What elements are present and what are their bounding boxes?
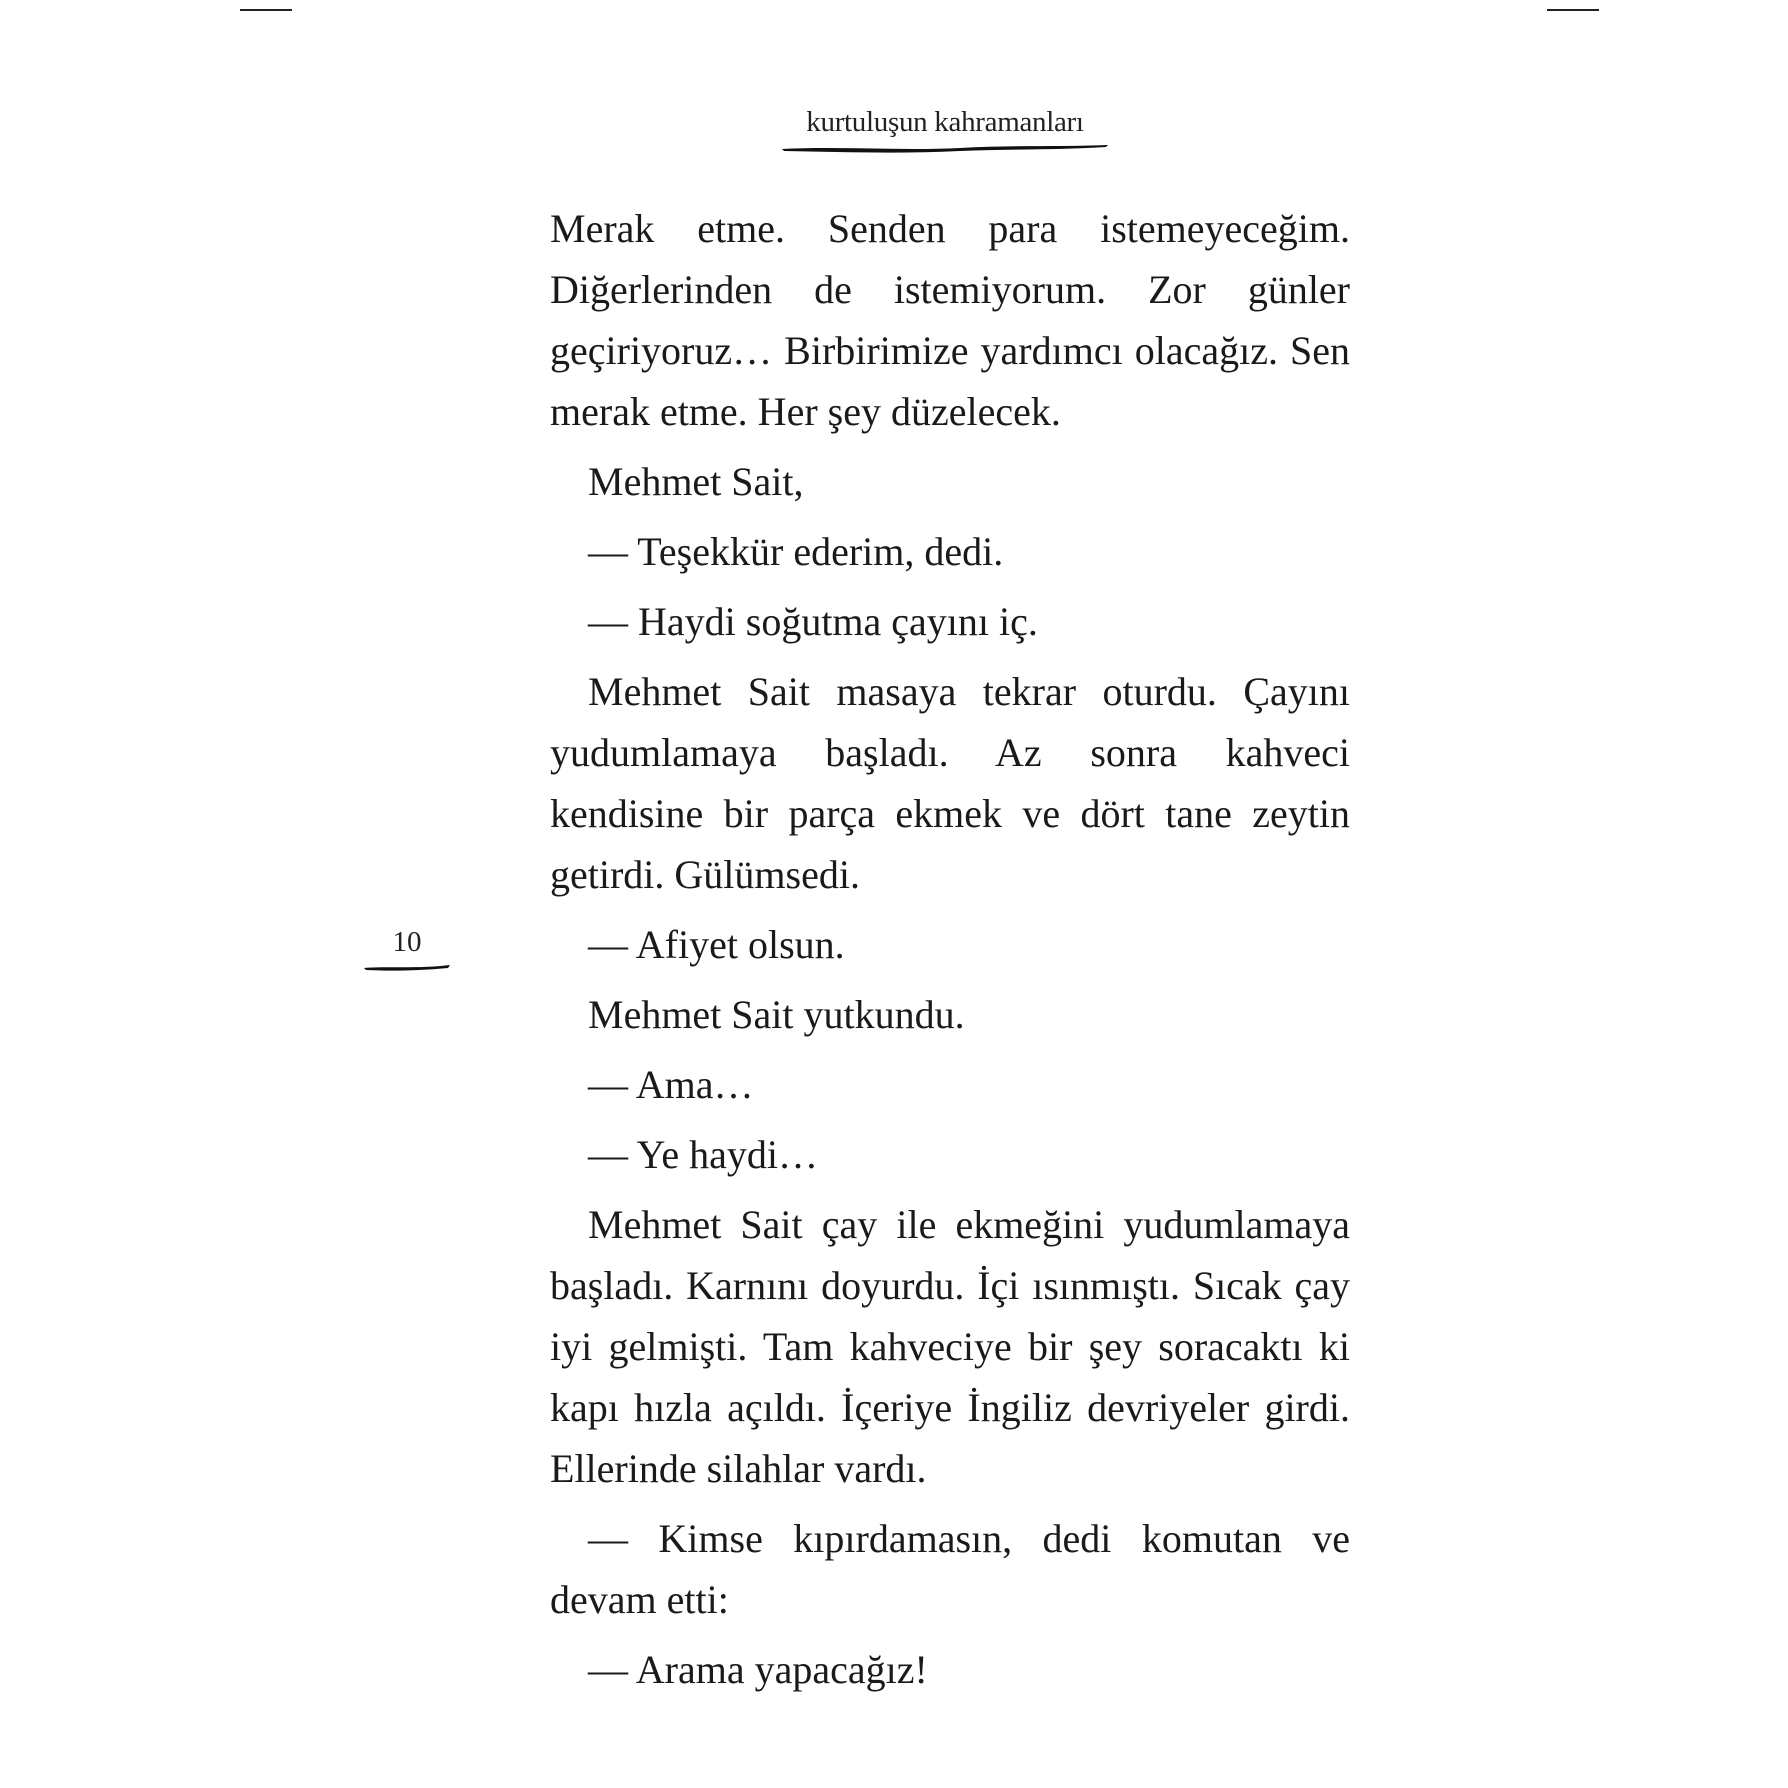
page-number-text: 10 xyxy=(392,926,422,958)
dialogue-line: — Kimse kıpırdamasın, dedi komutan ve devam etti: xyxy=(550,1516,1350,1622)
paragraph: Merak etme. Senden para istemeyeceğim. Diğerlerinden de istemiyorum. Zor günler geçiriyoruz… Birbirimize yardımcı olacağız. Sen merak etme. Her şey düzelecek. xyxy=(550,206,1350,434)
paragraph: Mehmet Sait, xyxy=(588,459,804,504)
dialogue-line: — Arama yapacağız! xyxy=(588,1647,928,1692)
dialogue-line: — Haydi soğutma çayını iç. xyxy=(588,599,1038,644)
paragraph: Mehmet Sait çay ile ekmeğini yudumlamaya başladı. Karnını doyurdu. İçi ısınmıştı. Sıcak çay iyi gelmişti. Tam kahveciye bir şey soracaktı ki kapı hızla açıldı. İçeriye İngiliz devriyeler girdi. Ellerinde silahlar vardı. xyxy=(550,1202,1350,1491)
crop-mark-right xyxy=(1547,9,1599,11)
dialogue-line: — Ama… xyxy=(588,1062,754,1107)
paragraph: Mehmet Sait masaya tekrar oturdu. Çayını yudumlamaya başladı. Az sonra kahveci kendisine bir parça ekmek ve dört tane zeytin getirdi. Gülümsedi. xyxy=(550,669,1350,897)
dialogue-line: — Teşekkür ederim, dedi. xyxy=(588,529,1004,574)
page-number-brush-stroke-icon xyxy=(362,961,452,973)
body-text xyxy=(550,198,1350,1709)
paragraph: Mehmet Sait yutkundu. xyxy=(588,992,965,1037)
header-brush-stroke-icon xyxy=(780,141,1110,155)
running-header-title: kurtuluşun kahramanları xyxy=(806,106,1084,138)
dialogue-line: — Afiyet olsun. xyxy=(588,922,845,967)
running-header xyxy=(780,108,1110,155)
dialogue-line: — Ye haydi… xyxy=(588,1132,819,1177)
page-number xyxy=(362,928,452,973)
crop-mark-left xyxy=(240,9,292,11)
